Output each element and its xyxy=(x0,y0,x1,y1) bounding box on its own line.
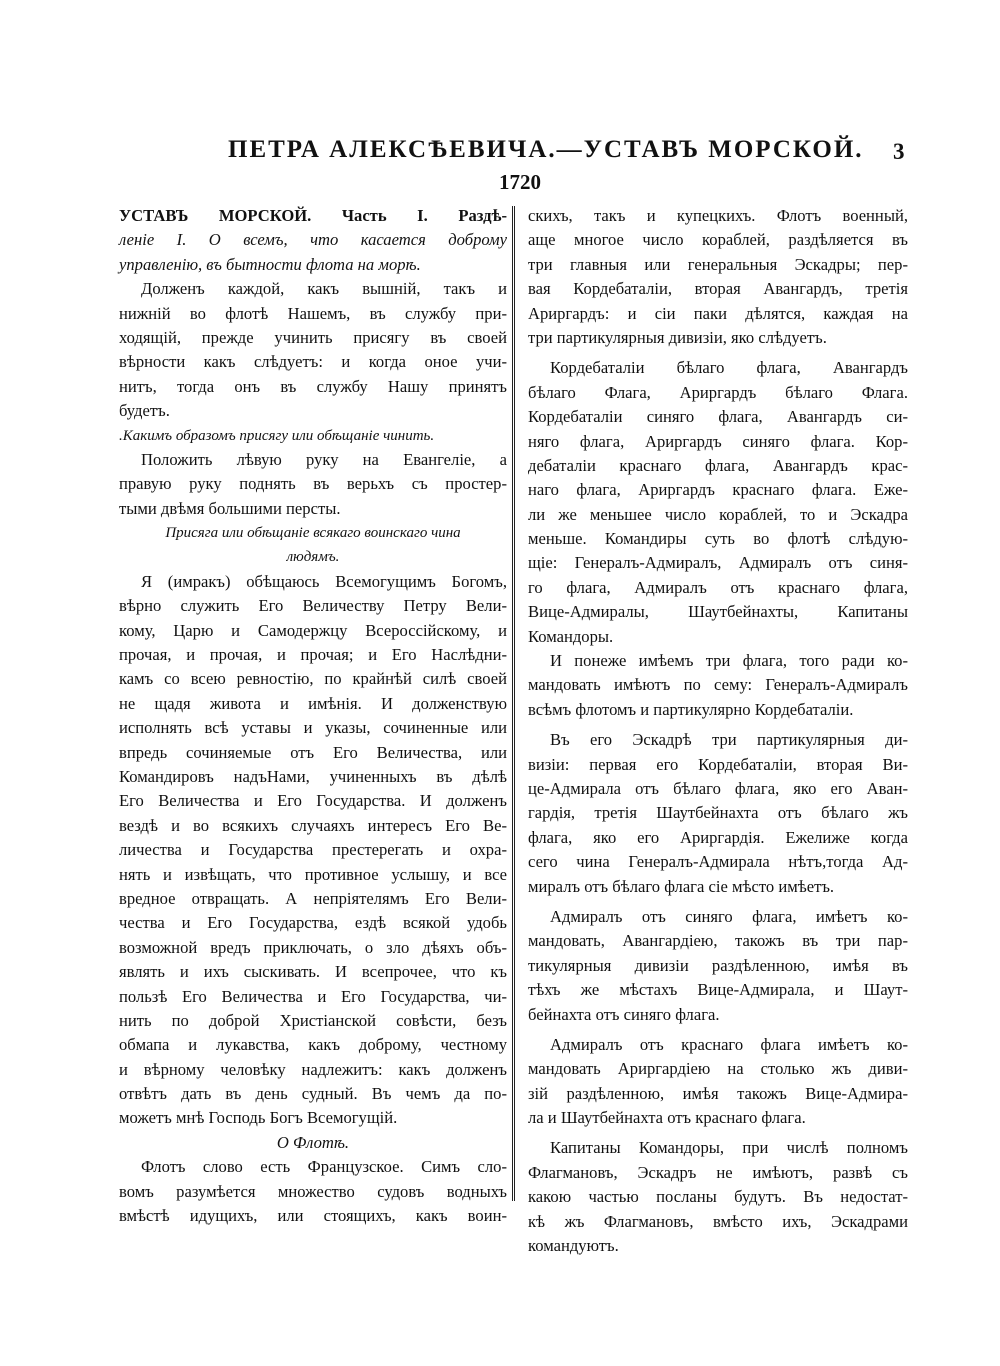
text-line: вѣрности какъ слѣдуетъ: и когда оное учи- xyxy=(119,352,507,372)
text-line: нижнiй во флотѣ Нашемъ, въ службу при- xyxy=(119,303,507,323)
text-line: Его Величества и Его Государства. И долженъ xyxy=(119,791,507,811)
text-line: нять и извѣщать, что противное услышу, и все xyxy=(119,864,507,884)
text-line: щiе: Генералъ-Адмиралъ, Адмиралъ отъ синя- xyxy=(528,553,908,573)
text-line: Кордебаталiи синяго флага, Авангардъ си- xyxy=(528,407,908,427)
text-line: меньше. Командиры суть во флотѣ слѣдую- xyxy=(528,529,908,549)
text-line: УСТАВЪ МОРСКОЙ. Часть I. Раздѣ- xyxy=(119,206,507,225)
text-line: наго флага, Ариргардъ краснаго флага. Еже- xyxy=(528,480,908,500)
text-line: вая Кордебаталiи, вторая Авангардъ, третiя xyxy=(528,279,908,299)
text-line: мандовать имѣютъ по сему: Генералъ-Адмиралъ xyxy=(528,675,908,695)
text-line: мандовать, Авангардiею, такожъ въ три пар- xyxy=(528,931,908,951)
text-line: можетъ мнѣ Господь Богъ Всемогущiй. xyxy=(119,1108,398,1128)
text-line: ходящiй, прежде учинить присягу въ своей xyxy=(119,327,507,347)
text-line: бейнахта отъ синяго флага. xyxy=(528,1004,720,1024)
text-line: командуютъ. xyxy=(528,1236,619,1256)
text-line: Адмиралъ отъ синяго флага, имѣетъ ко- xyxy=(550,906,908,926)
left-column xyxy=(119,204,507,1228)
subheading: людямъ. xyxy=(286,549,340,566)
section-heading: О Флотѣ. xyxy=(276,1132,350,1152)
text-line: це-Адмирала отъ бѣлаго флага, яко его Аван- xyxy=(528,778,908,798)
running-title: ПЕТРА АЛЕКСѢЕВИЧА.—УСТАВЪ МОРСКОЙ. xyxy=(228,136,864,163)
text-line: тикулярныя дивизiи раздѣленною, имѣя въ xyxy=(528,955,908,975)
text-line: ленiе I. О всемъ, что касается доброму xyxy=(119,230,507,250)
text-line: всѣмъ флотомъ и партикулярно Кордебаталiи. xyxy=(528,699,854,719)
text-line: гардiя, третiя Шаутбейнахта отъ бѣлаго жъ xyxy=(528,803,908,823)
text-line: вѣрно служить Его Величеству Петру Вели- xyxy=(119,596,507,616)
year-heading: 1720 xyxy=(499,170,541,194)
text-line: бѣлаго Флага, Ариргардъ бѣлаго Флага. xyxy=(528,382,908,402)
text-line: обмапа и лукавства, какъ доброму, честному xyxy=(119,1035,507,1055)
subheading: Присяга или обѣщанiе всякаго воинскаго чина xyxy=(165,525,461,542)
text-line: Флотъ слово есть Французское. Симъ сло- xyxy=(141,1157,507,1177)
text-line: камъ со всею ревностiю, по крайнѣй силѣ своей xyxy=(119,669,507,689)
text-line: впредь сочиняемые отъ Его Величества, или xyxy=(119,742,507,762)
text-line: Вице-Адмиралы, Шаутбейнахты, Капитаны xyxy=(528,602,908,622)
text-line: управленiю, въ бытности флота на морѣ. xyxy=(119,254,421,274)
text-line: И понеже имѣемъ три флага, того ради ко- xyxy=(550,651,908,671)
text-line: Кордебаталiи бѣлаго флага, Авангардъ xyxy=(550,358,908,378)
text-line: прочая, и прочая, и прочая; и Его Наслѣдни- xyxy=(119,645,507,665)
text-line: и вѣрному человѣку надлежитъ: какъ долженъ xyxy=(119,1059,507,1079)
text-line: возможной вредъ приключать, о зло дѣяхъ объ- xyxy=(119,937,507,957)
text-line: Долженъ каждой, какъ вышнiй, такъ и xyxy=(141,279,507,299)
text-line: ли же меньшее число кораблей, то и Эскадра xyxy=(528,504,908,524)
text-line: вомъ разумѣется множество судовъ водныхъ xyxy=(119,1181,507,1201)
text-line: флага, яко его Ариргардiя. Ежелиже когда xyxy=(528,827,908,847)
text-line: правую руку поднять въ верьхъ съ простер- xyxy=(119,474,507,494)
text-line: аще многое число кораблей, раздѣляется въ xyxy=(528,230,908,250)
column-divider xyxy=(512,206,515,1201)
text-line: являть и ихъ сыскивать. И всепрочее, что къ xyxy=(119,962,507,982)
text-line: миралъ отъ бѣлаго флага сiе мѣсто имѣетъ. xyxy=(528,876,835,896)
text-line: исполнять всѣ уставы и указы, сочиненные или xyxy=(119,718,507,738)
text-line: нитъ, тогда онъ въ службу Нашу принятъ xyxy=(119,376,507,396)
text-line: скихъ, такъ и купецкихъ. Флотъ военный, xyxy=(528,206,908,225)
text-line: дебаталiи краснаго флага, Авангардъ крас- xyxy=(528,455,908,475)
text-line: Флагмановъ, Эскадръ не имѣютъ, развѣ съ xyxy=(528,1162,908,1182)
text-line: отвѣтъ дать въ день судный. Въ чемъ да по- xyxy=(119,1084,507,1104)
text-line: кому, Царю и Самодержцу Всероссiйскому, и xyxy=(119,620,507,640)
page-number: 3 xyxy=(893,139,905,164)
right-column xyxy=(528,204,908,1258)
text-line: Капитаны Командоры, при числѣ полномъ xyxy=(550,1138,908,1158)
text-line: кѣ жъ Флагмановъ, вмѣсто ихъ, Эскадрами xyxy=(528,1211,908,1231)
text-line: визiи: первая его Кордебаталiи, вторая Ви- xyxy=(528,754,908,774)
text-line: го флага, Адмиралъ отъ краснаго флага, xyxy=(528,577,908,597)
text-line: вездѣ и во всякихъ случаяхъ интересъ Его Ве- xyxy=(119,815,507,835)
text-line: пользѣ Его Величества и Его Государства, чи- xyxy=(119,986,507,1006)
text-line: Положить лѣвую руку на Евангелiе, а xyxy=(141,449,507,469)
text-line: чества и Его Государства, ездѣ всякой удобь xyxy=(119,913,507,933)
text-line: нить по доброй Христiанской совѣсти, безъ xyxy=(119,1010,507,1030)
text-line: вмѣстѣ идущихъ, или стоящихъ, какъ воин- xyxy=(119,1206,507,1226)
text-line: зiй раздѣленною, имѣя такожъ Вице-Адмира- xyxy=(528,1083,908,1103)
text-line: Я (имракъ) обѣщаюсь Всемогущимъ Богомъ, xyxy=(141,571,507,591)
text-line: тыми двѣмя большими персты. xyxy=(119,498,341,518)
text-line: личества и Государства престерегать и охра- xyxy=(119,840,507,860)
text-line: Командоры. xyxy=(528,626,614,646)
text-line: мандовать Ариргардiею на столько жъ диви- xyxy=(528,1059,908,1079)
text-line: тѣхъ же мѣстахъ Вице-Адмирала, и Шаут- xyxy=(528,980,908,1000)
text-line: ла и Шаутбейнахта отъ краснаго флага. xyxy=(528,1108,806,1128)
text-line: няго флага, Ариргардъ синяго флага. Кор- xyxy=(528,431,908,451)
text-line: будетъ. xyxy=(119,401,170,421)
text-line: сего чина Генералъ-Адмирала нѣтъ,тогда Ад- xyxy=(528,852,908,872)
text-line: вредное отвращать. А непрiятелямъ Его Вели- xyxy=(119,888,507,908)
subheading: .Какимъ образомъ присягу или обѣщанiе чинить. xyxy=(119,427,435,444)
text-line: три главныя или генеральныя Эскадры; пер- xyxy=(528,254,908,274)
text-line: не щадя живота и имѣнiя. И долженствую xyxy=(119,693,507,713)
text-line: Командировъ надъНами, учиненныхъ въ дѣлѣ xyxy=(119,766,507,786)
text-line: Въ его Эскадрѣ три партикулярныя ди- xyxy=(550,730,908,750)
text-line: три партикулярныя дивизiи, яко слѣдуетъ. xyxy=(528,327,827,347)
text-line: Адмиралъ отъ краснаго флага имѣетъ ко- xyxy=(550,1034,908,1054)
text-line: какою частью посланы будутъ. Въ недостат- xyxy=(528,1187,908,1207)
text-line: Ариргардъ: и сiи паки дѣлятся, каждая на xyxy=(528,303,908,323)
